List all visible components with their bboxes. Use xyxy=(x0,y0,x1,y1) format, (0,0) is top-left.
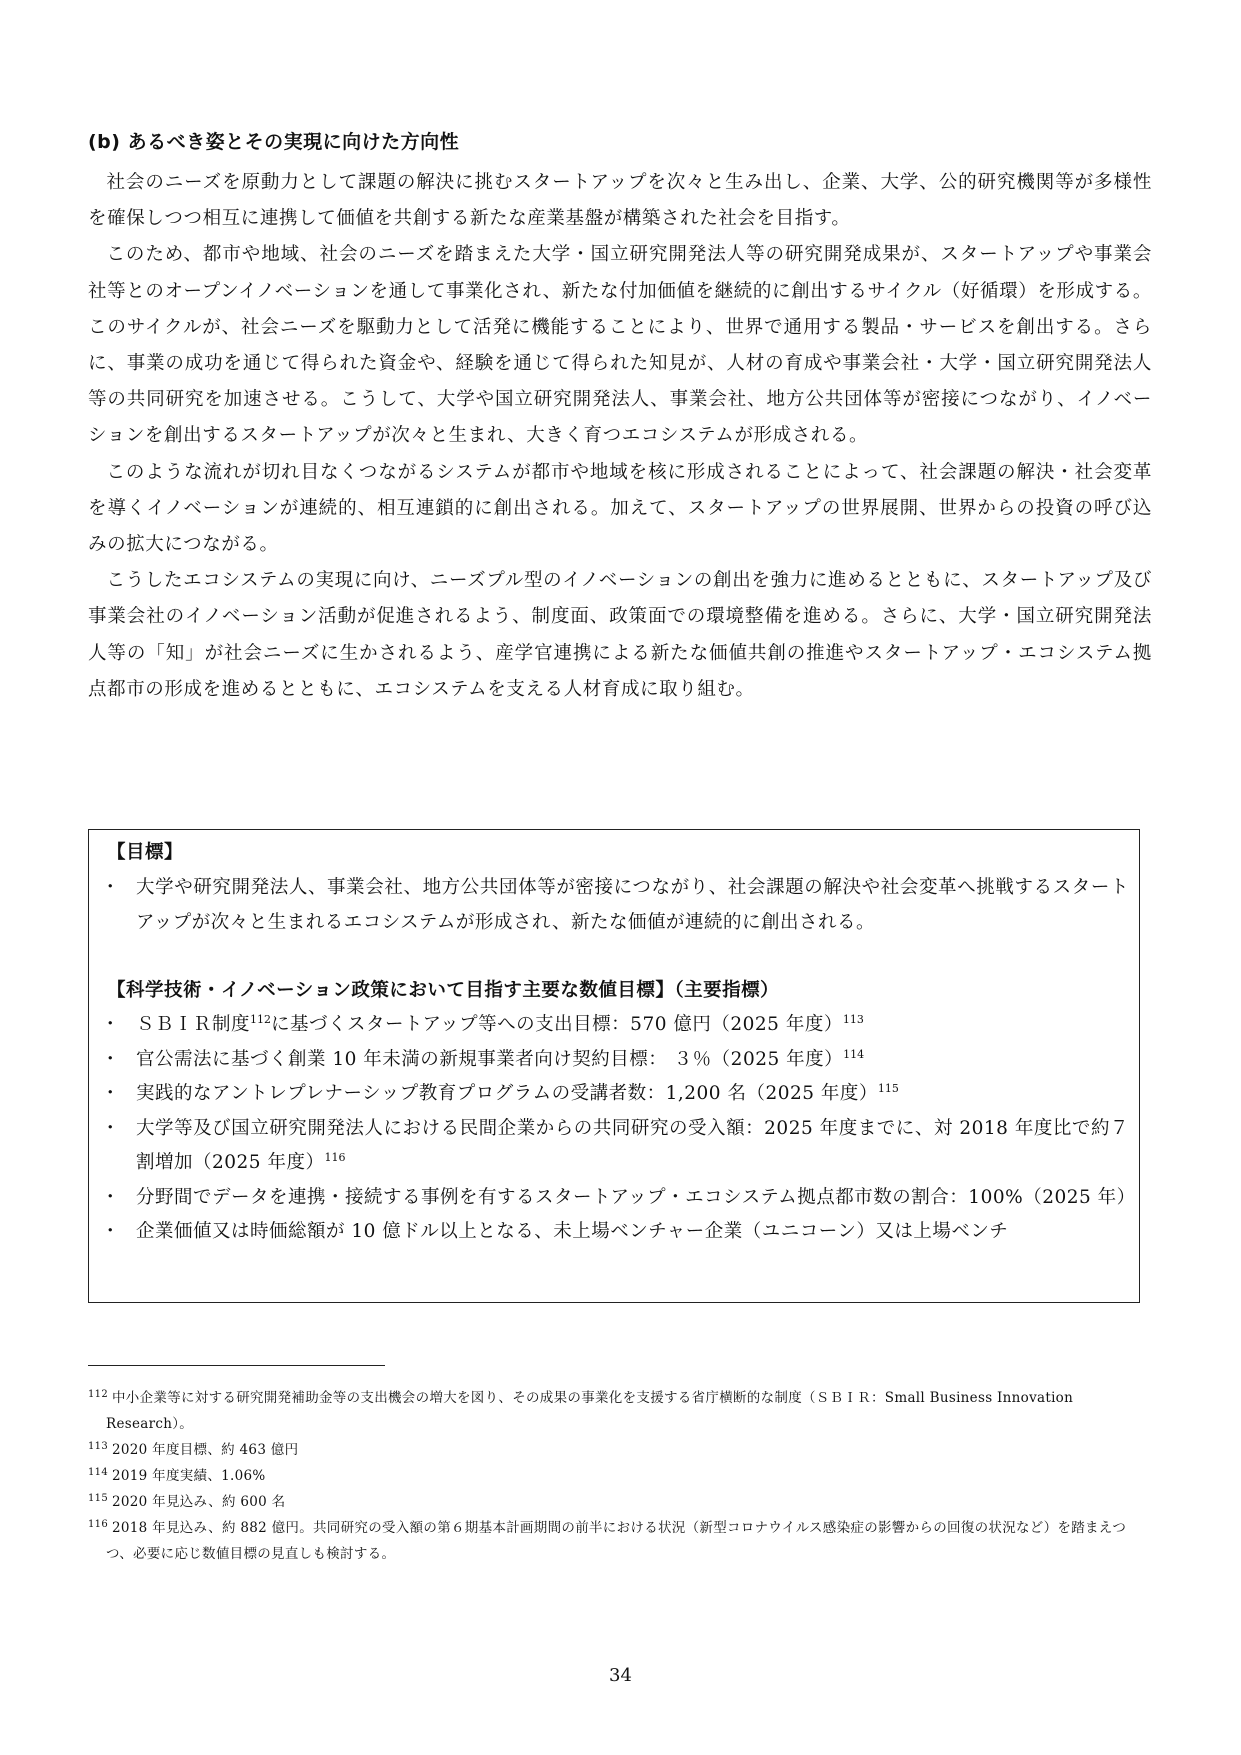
bullet-mark: ・ xyxy=(101,1014,121,1035)
footnote-number: 116 xyxy=(88,1519,108,1530)
bullet-mark: ・ xyxy=(101,1117,121,1139)
target-item-prefix: ＳＢＩＲ制度 xyxy=(136,1014,251,1035)
target-item-text: 官公需法に基づく創業 10 年未満の新規事業者向け契約目標： ３％（2025 年度） xyxy=(136,1048,844,1070)
target-item-text: 企業価値又は時価総額が 10 億ドル以上となる、未上場ベンチャー企業（ユニコーン）又は上場ベンチ xyxy=(136,1221,1009,1242)
target-item-text: 分野間でデータを連携・接続する事例を有するスタートアップ・エコシステム拠点都市数の割合：100%（2025 年） xyxy=(136,1186,1136,1208)
footnote-ref[interactable]: 113 xyxy=(842,1013,864,1026)
footnote xyxy=(88,1515,1148,1567)
section-heading: (b) あるべき姿とその実現に向けた方向性 xyxy=(88,131,460,153)
goal-list xyxy=(99,870,1129,940)
target-item-text: 実践的なアントレプレナーシップ教育プログラムの受講者数：1,200 名（2025 年度） xyxy=(136,1083,878,1104)
target-item xyxy=(99,1077,1129,1112)
footnote-divider xyxy=(88,1365,385,1366)
footnote-ref[interactable]: 115 xyxy=(877,1082,899,1095)
footnote-text: 2018 年見込み、約 882 億円。共同研究の受入額の第６期基本計画期間の前半における状況（新型コロナウイルス感染症の影響からの回復の状況など）を踏まえつつ、必要に応じ数値目標の見直しも検討する。 xyxy=(106,1520,1127,1562)
footnote-text: 2020 年度目標、約 463 億円 xyxy=(112,1442,299,1458)
target-item-text: 大学等及び国立研究開発法人における民間企業からの共同研究の受入額：2025 年度までに、対 2018 年度比で約７割増加（2025 年度） xyxy=(136,1117,1129,1173)
page-number: 34 xyxy=(609,1665,632,1686)
footnote-text: 中小企業等に対する研究開発補助金等の支出機会の増大を図り、その成果の事業化を支援する省庁横断的な制度（ＳＢＩＲ：Small Business Innovation Research）。 xyxy=(106,1390,1074,1432)
footnote xyxy=(88,1385,1148,1437)
footnote-number: 113 xyxy=(88,1441,108,1452)
target-item xyxy=(99,1181,1136,1216)
target-item xyxy=(99,1043,1129,1078)
targets-title: 【科学技術・イノベーション政策において目指す主要な数値目標】（主要指標） xyxy=(107,980,780,1001)
body-paragraph: こうしたエコシステムの実現に向け、ニーズプル型のイノベーションの創出を強力に進めるとともに、スタートアップ及び事業会社のイノベーション活動が促進されるよう、制度面、政策面での環境整備を進める。さらに、大学・国立研究開発法人等の「知」が社会ニーズに生かされるよう、産学官連携による新たな価値共創の推進やスタートアップ・エコシステム拠点都市の形成を進めるとともに、エコシステムを支える人材育成に取り組む。 xyxy=(88,570,1152,700)
footnote-number: 115 xyxy=(88,1493,108,1504)
bullet-mark: ・ xyxy=(101,1221,121,1242)
footnote-ref[interactable]: 116 xyxy=(324,1151,346,1164)
body-paragraph: このような流れが切れ目なくつながるシステムが都市や地域を核に形成されることによって、社会課題の解決・社会変革を導くイノベーションが連続的、相互連鎖的に創出される。加えて、スタートアップの世界展開、世界からの投資の呼び込みの拡大につながる。 xyxy=(88,461,1152,556)
bullet-mark: ・ xyxy=(101,1083,121,1104)
footnote xyxy=(88,1489,1148,1515)
footnote-ref[interactable]: 112 xyxy=(250,1013,272,1026)
bullet-mark: ・ xyxy=(101,877,121,898)
target-item xyxy=(99,1215,1129,1250)
bullet-mark: ・ xyxy=(101,1048,121,1070)
footnote-text: 2019 年度実績、1.06% xyxy=(112,1468,266,1484)
targets-list xyxy=(99,1008,1136,1250)
goals-box xyxy=(88,829,1140,1303)
goal-title: 【目標】 xyxy=(107,842,184,863)
body-paragraph: このため、都市や地域、社会のニーズを踏まえた大学・国立研究開発法人等の研究開発成果が、スタートアップや事業会社等とのオープンイノベーションを通して事業化され、新たな付加価値を継続的に創出するサイクル（好循環）を形成する。このサイクルが、社会ニーズを駆動力として活発に機能することにより、世界で通用する製品・サービスを創出する。さらに、事業の成功を通じて得られた資金や、経験を通じて得られた知見が、人材の育成や事業会社・大学・国立研究開発法人等の共同研究を加速させる。こうして、大学や国立研究開発法人、事業会社、地方公共団体等が密接につながり、イノベーションを創出するスタートアップが次々と生まれ、大きく育つエコシステムが形成される。 xyxy=(88,244,1152,447)
section-body xyxy=(88,165,1152,708)
goal-item xyxy=(99,870,1129,940)
target-item xyxy=(99,1008,1129,1043)
bullet-mark: ・ xyxy=(101,1186,121,1208)
footnote-text: 2020 年見込み、約 600 名 xyxy=(112,1494,286,1510)
footnote-number: 114 xyxy=(88,1467,108,1478)
body-paragraph: 社会のニーズを原動力として課題の解決に挑むスタートアップを次々と生み出し、企業、大学、公的研究機関等が多様性を確保しつつ相互に連携して価値を共創する新たな産業基盤が構築された社会を目指す。 xyxy=(88,172,1152,230)
footnote-number: 112 xyxy=(88,1389,108,1400)
target-item xyxy=(99,1112,1129,1181)
goal-item-text: 大学や研究開発法人、事業会社、地方公共団体等が密接につながり、社会課題の解決や社会変革へ挑戦するスタートアップが次々と生まれるエコシステムが形成され、新たな価値が連続的に創出される。 xyxy=(136,877,1129,933)
footnote xyxy=(88,1437,1148,1463)
footnote-ref[interactable]: 114 xyxy=(843,1047,865,1061)
footnotes xyxy=(88,1385,1148,1567)
target-item-text: に基づくスタートアップ等への支出目標：570 億円（2025 年度） xyxy=(271,1014,843,1035)
footnote xyxy=(88,1463,1148,1489)
